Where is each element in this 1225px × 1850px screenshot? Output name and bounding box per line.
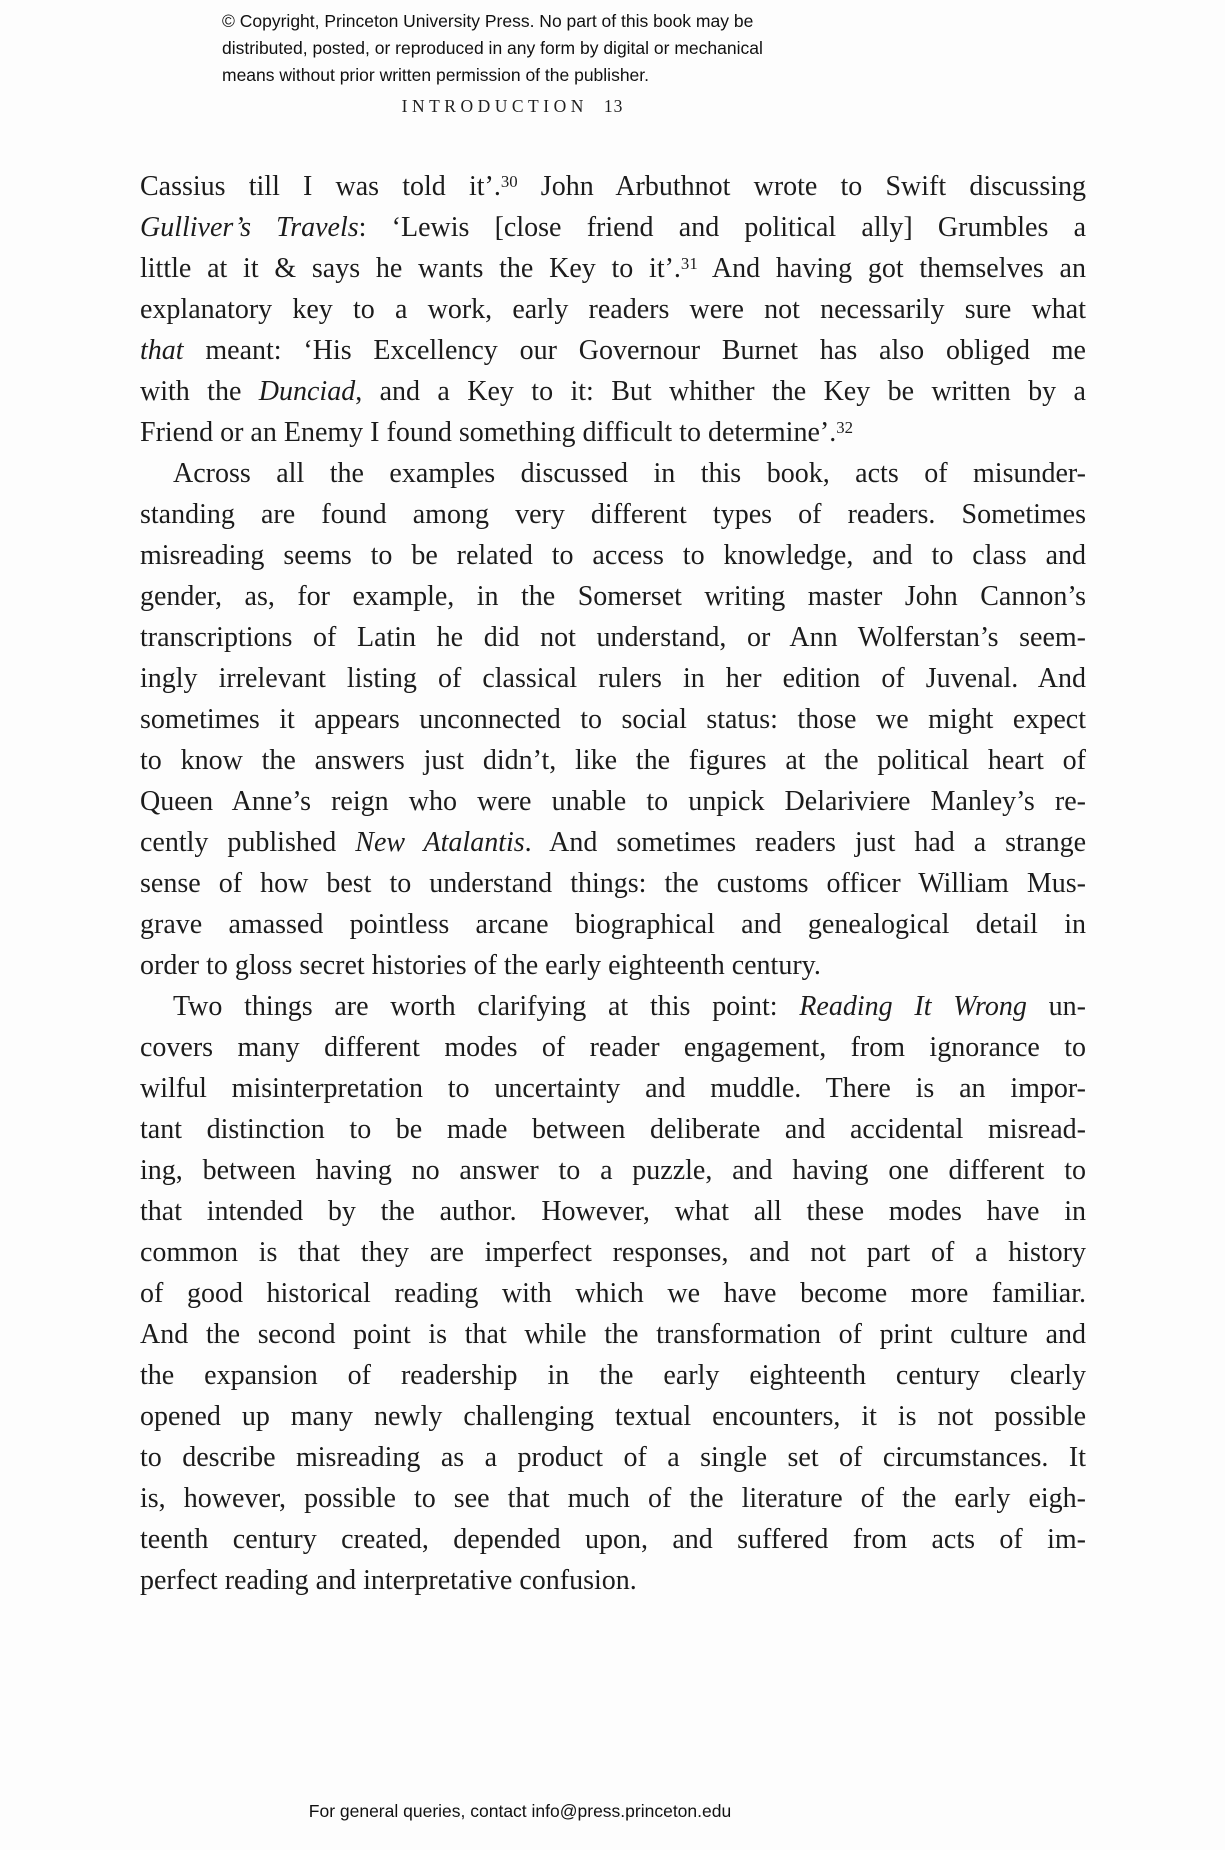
text-run: cently published: [140, 827, 356, 858]
body-line: [140, 1109, 1086, 1150]
text-run: order to gloss secret histories of the early eighteenth century.: [140, 950, 821, 981]
text-run: Queen Anne’s reign who were unable to unpick Delariviere Manley’s re-: [140, 786, 1086, 817]
italic-text: that: [140, 335, 184, 366]
body-line: [140, 1027, 1086, 1068]
text-run: little at it & says he wants the Key to it’.: [140, 253, 681, 284]
text-run: gender, as, for example, in the Somerset writing master John Cannon’s: [140, 581, 1086, 612]
body-line: [140, 166, 1086, 207]
text-run: ingly irrelevant listing of classical rulers in her edition of Juvenal. And: [140, 663, 1086, 694]
copyright-line: © Copyright, Princeton University Press. No part of this book may be: [222, 11, 754, 31]
copyright-line: distributed, posted, or reproduced in any form by digital or mechanical: [222, 38, 763, 58]
text-run: meant: ‘His Excellency our Governour Burnet has also obliged me: [183, 335, 1086, 366]
italic-text: Dunciad: [258, 376, 356, 407]
body-line: [140, 1478, 1086, 1519]
text-run: : ‘Lewis [close friend and political ally] Grumbles a: [358, 212, 1086, 243]
text-run: standing are found among very different types of readers. Sometimes: [140, 499, 1086, 530]
text-run: sometimes it appears unconnected to social status: those we might expect: [140, 704, 1086, 735]
text-run: explanatory key to a work, early readers were not necessarily sure what: [140, 294, 1086, 325]
body-line: [140, 207, 1086, 248]
italic-text: New Atalantis: [355, 827, 525, 858]
text-run: ing, between having no answer to a puzzle, and having one different to: [140, 1155, 1086, 1186]
body-line: [140, 945, 1086, 986]
body-line: [140, 453, 1086, 494]
text-run: Cassius till I was told it’.: [140, 171, 501, 202]
body-line: [140, 412, 1086, 453]
body-line: [140, 1232, 1086, 1273]
body-line: [140, 1273, 1086, 1314]
body-line: [140, 330, 1086, 371]
text-run: with the: [140, 376, 259, 407]
copyright-line: means without prior written permission of the publisher.: [222, 65, 650, 85]
text-run: of good historical reading with which we have become more familiar.: [140, 1278, 1086, 1309]
body-line: [140, 740, 1086, 781]
text-run: grave amassed pointless arcane biographical and genealogical detail in: [140, 909, 1086, 940]
body-line: [140, 289, 1086, 330]
body-line: [140, 1355, 1086, 1396]
body-line: [140, 617, 1086, 658]
body-line: [140, 1150, 1086, 1191]
text-run: un-: [1026, 991, 1086, 1022]
body-line: [140, 1191, 1086, 1232]
running-head: [140, 96, 885, 117]
body-line: [140, 904, 1086, 945]
body-line: [140, 371, 1086, 412]
footnote-reference: 31: [680, 253, 698, 273]
italic-text: Reading It Wrong: [799, 991, 1027, 1022]
body-line: [140, 781, 1086, 822]
body-line: [140, 699, 1086, 740]
copyright-notice: [222, 8, 763, 89]
body-line: [140, 1560, 1086, 1601]
text-run: teenth century created, depended upon, and suffered from acts of im-: [140, 1524, 1086, 1555]
footer-queries-note: For general queries, contact info@press.princeton.edu: [308, 1801, 732, 1821]
text-run: that intended by the author. However, what all these modes have in: [140, 1196, 1086, 1227]
text-run: . And sometimes readers just had a strange: [524, 827, 1087, 858]
text-run: tant distinction to be made between deliberate and accidental misread-: [140, 1114, 1086, 1145]
text-run: John Arbuthnot wrote to Swift discussing: [517, 171, 1087, 202]
body-line: [140, 576, 1086, 617]
footnote-reference: 30: [500, 171, 518, 191]
text-run: misreading seems to be related to access to knowledge, and to class and: [140, 540, 1086, 571]
page-number: 13: [603, 96, 624, 116]
text-run: opened up many newly challenging textual encounters, it is not possible: [140, 1401, 1086, 1432]
text-run: transcriptions of Latin he did not understand, or Ann Wolferstan’s seem-: [140, 622, 1086, 653]
body-line: [140, 248, 1086, 289]
text-run: the expansion of readership in the early eighteenth century clearly: [140, 1360, 1086, 1391]
text-run: common is that they are imperfect responses, and not part of a history: [140, 1237, 1086, 1268]
text-run: And the second point is that while the transformation of print culture and: [140, 1319, 1086, 1350]
body-line: [140, 494, 1086, 535]
text-run: , and a Key to it: But whither the Key be written by a: [355, 376, 1086, 407]
body-text: [140, 166, 1086, 1601]
text-run: Friend or an Enemy I found something difficult to determine’.: [140, 417, 837, 448]
text-run: sense of how best to understand things: the customs officer William Mus-: [140, 868, 1086, 899]
text-run: to know the answers just didn’t, like the figures at the political heart of: [140, 745, 1086, 776]
body-line: [140, 658, 1086, 699]
body-line: [140, 822, 1086, 863]
footnote-reference: 32: [836, 417, 853, 437]
text-run: is, however, possible to see that much of the literature of the early eigh-: [140, 1483, 1086, 1514]
body-line: [140, 1519, 1086, 1560]
body-line: [140, 535, 1086, 576]
italic-text: Gulliver’s Travels: [140, 212, 359, 243]
text-run: perfect reading and interpretative confusion.: [140, 1565, 637, 1596]
text-run: to describe misreading as a product of a single set of circumstances. It: [140, 1442, 1086, 1473]
body-line: [140, 863, 1086, 904]
text-run: Two things are worth clarifying at this point:: [173, 991, 800, 1022]
text-run: wilful misinterpretation to uncertainty and muddle. There is an impor-: [140, 1073, 1086, 1104]
text-run: Across all the examples discussed in this book, acts of misunder-: [173, 458, 1086, 489]
body-line: [140, 1396, 1086, 1437]
chapter-title: INTRODUCTION: [401, 96, 588, 116]
text-run: covers many different modes of reader engagement, from ignorance to: [140, 1032, 1086, 1063]
text-run: And having got themselves an: [697, 253, 1086, 284]
body-line: [140, 1437, 1086, 1478]
body-line: [140, 986, 1086, 1027]
body-line: [140, 1314, 1086, 1355]
body-line: [140, 1068, 1086, 1109]
